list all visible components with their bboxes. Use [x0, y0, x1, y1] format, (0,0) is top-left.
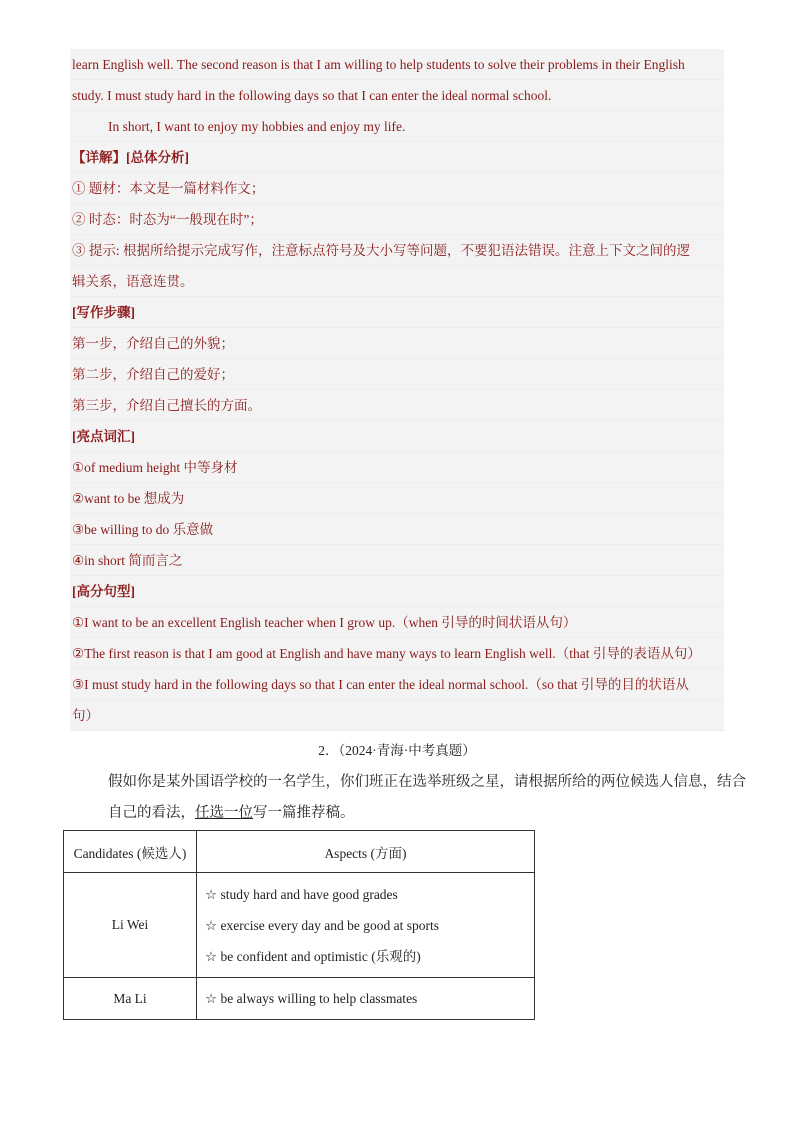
table-header-cell: Aspects (方面) — [197, 831, 535, 873]
vocab-item: ③be willing to do 乐意做 — [70, 514, 724, 545]
question-header: 2．（2024·青海·中考真题） — [318, 743, 476, 758]
candidate-name: Li Wei — [64, 873, 197, 978]
candidates-table — [63, 830, 535, 1020]
steps-heading: [写作步骤] — [70, 297, 724, 328]
sentence-item: ①I want to be an excellent English teacher when I grow up.（when 引导的时间状语从句） — [70, 607, 724, 638]
analysis-item: ① 题材：本文是一篇材料作文； — [70, 173, 724, 204]
vocab-item: ④in short 简而言之 — [70, 545, 724, 576]
vocab-heading: [亮点词汇] — [70, 421, 724, 452]
aspect-item: ☆ study hard and have good grades — [205, 886, 398, 902]
table-header-row — [64, 831, 535, 873]
table-row — [64, 978, 535, 1020]
answer-line: In short, I want to enjoy my hobbies and enjoy my life. — [70, 111, 724, 142]
aspect-item: ☆ be always willing to help classmates — [205, 991, 418, 1006]
sentence-item: ③I must study hard in the following days so that I can enter the ideal normal school.（so that 引导的目的状语从 — [70, 669, 724, 700]
question-line: 假如你是某外国语学校的一名学生，你们班正在选举班级之星，请根据所给的两位候选人信息，结合 — [108, 774, 746, 790]
step-item: 第一步，介绍自己的外貌； — [70, 328, 724, 359]
question-text: 自己的看法， — [108, 805, 195, 821]
analysis-item: 辑关系，语意连贯。 — [70, 266, 724, 297]
question-text: 写一篇推荐稿。 — [253, 805, 355, 821]
answer-line: learn English well. The second reason is that I am willing to help students to solve their problems in their English — [70, 49, 724, 80]
detail-heading: 【详解】[总体分析] — [70, 142, 724, 173]
analysis-item: ② 时态：时态为“一般现在时”； — [70, 204, 724, 235]
sentence-item: ②The first reason is that I am good at English and have many ways to learn English well.（that 引导的表语从句） — [70, 638, 724, 669]
sentences-heading: [高分句型] — [70, 576, 724, 607]
table-header-cell: Candidates (候选人) — [64, 831, 197, 873]
vocab-item: ②want to be 想成为 — [70, 483, 724, 514]
step-item: 第三步，介绍自己擅长的方面。 — [70, 390, 724, 421]
candidate-name: Ma Li — [64, 978, 197, 1020]
aspect-item: ☆ exercise every day and be good at sports — [205, 917, 440, 933]
question-line — [108, 798, 728, 829]
aspects-cell — [197, 873, 535, 978]
table-row — [64, 873, 535, 978]
step-item: 第二步，介绍自己的爱好； — [70, 359, 724, 390]
vocab-item: ①of medium height 中等身材 — [70, 452, 724, 483]
aspect-item: ☆ be confident and optimistic (乐观的) — [205, 948, 421, 964]
answer-section — [70, 49, 724, 731]
aspects-cell — [197, 978, 535, 1020]
answer-line: study. I must study hard in the following days so that I can enter the ideal normal school. — [70, 80, 724, 111]
underlined-instruction: 任选一位 — [195, 805, 253, 821]
sentence-item: 句） — [70, 700, 724, 731]
analysis-item: ③ 提示: 根据所给提示完成写作，注意标点符号及大小写等问题，不要犯语法错误。注意上下文之间的逻 — [70, 235, 724, 266]
